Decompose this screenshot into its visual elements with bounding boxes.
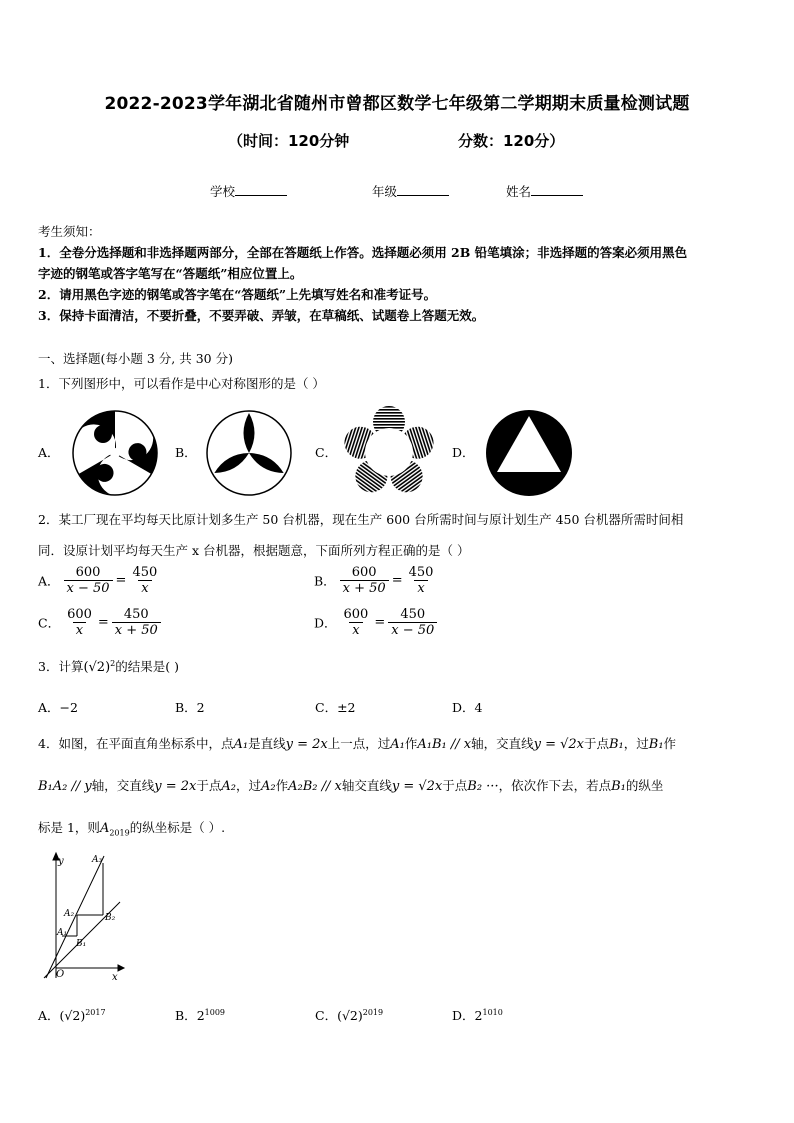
q2-a-left-frac (64, 565, 113, 596)
q4-b-label: B． (175, 1008, 197, 1023)
q3-stem-post: 的结果是( ) (115, 659, 179, 674)
q3-stem (38, 657, 179, 675)
q4-l2c: y = 2x (154, 779, 197, 794)
q4-l1o: 作 (663, 736, 677, 751)
q1-option-b-label: B． (175, 445, 197, 460)
note-2: 2．请用黑色字迹的钢笔或答字笔在“答题纸”上先填写姓名和准考证号。 (38, 287, 437, 302)
notes-block (38, 221, 768, 326)
q2-a-rn: 450 (132, 565, 158, 580)
q4-figure (38, 850, 128, 980)
name-label: 姓名 (506, 184, 532, 199)
q1-figure-c (342, 406, 436, 498)
q4-l2a: B₁A₂ // y (38, 779, 92, 794)
q4-l1h: A₁B₁ // x (417, 737, 472, 752)
q4-l1l: B₁ (609, 737, 624, 752)
q4-l2k: y = √2x (391, 779, 443, 794)
q1-option-d-label: D． (452, 445, 475, 460)
fig-a3-label: A₃ (92, 855, 103, 865)
section-heading: 一、选择题(每小题 3 分, 共 30 分) (38, 351, 233, 366)
q1-figure-d (484, 408, 574, 498)
q2-option-b (314, 565, 436, 596)
q1-option-c-label: C． (315, 445, 338, 460)
q4-l1d: y = 2x (285, 737, 328, 752)
q2-option-a-label: A． (38, 573, 60, 589)
name-blank (531, 183, 583, 196)
q4-l2n: ，依次作下去，若点 (498, 778, 612, 793)
fig-b2-label: B₂ (105, 913, 116, 923)
fig-a2-label: A₂ (64, 909, 75, 919)
q4-l2g: A₂ (261, 779, 276, 794)
fig-origin-label: O (56, 969, 65, 980)
note-3: 3．保持卡面清洁，不要折叠，不要弄破、弄皱，在草稿纸、试题卷上答题无效。 (38, 308, 485, 323)
q4-l2l: 于点 (442, 778, 468, 793)
exam-score: 分数：120分） (458, 132, 565, 150)
q2-d-right-frac (388, 607, 437, 638)
fig-y-label: y (58, 856, 64, 867)
q4-c-label: C． (315, 1008, 338, 1023)
q2-b-rn: 450 (408, 565, 434, 580)
grade-field (372, 182, 449, 200)
q4-l1m: ，过 (623, 736, 649, 751)
page-title: 2022-2023学年湖北省随州市曾都区数学七年级第二学期期末质量检测试题 (104, 94, 690, 114)
q2-option-d (314, 607, 437, 638)
q4-d-exp: 1010 (482, 1007, 503, 1017)
q2-stem-line2: 同．设原计划平均每天生产 x 台机器，根据题意，下面所列方程正确的是（ ） (38, 543, 470, 558)
q4-l1e: 上一点，过 (327, 736, 391, 751)
q2-b-left-frac (340, 565, 389, 596)
fig-x-label: x (112, 972, 118, 980)
notes-heading: 考生须知： (38, 224, 101, 239)
q4-l2j: 轴交直线 (341, 778, 392, 793)
q2-option-d-label: D． (314, 615, 337, 631)
q2-a-rd: x (138, 580, 151, 596)
q2-c-rn: 450 (123, 607, 149, 622)
q2-b-eq: = (391, 573, 403, 588)
q1-option-a-label: A． (38, 445, 60, 460)
q4-l2h: 作 (275, 778, 289, 793)
q4-line1 (38, 734, 768, 752)
fig-b1-label: B₁ (76, 939, 87, 949)
q4-l1c: 是直线 (248, 736, 286, 751)
q2-a-ln: 600 (75, 565, 101, 580)
q4-l1j: y = √2x (533, 737, 584, 752)
note-1-line1: 1．全卷分选择题和非选择题两部分，全部在答题纸上作答。选择题必须用 2B 铅笔填涂；非选择题的答案必须用黑色 (38, 245, 688, 260)
q2-a-eq: = (115, 573, 127, 588)
q3-exp: 2 (110, 658, 116, 668)
q3-option-d: D．4 (452, 700, 483, 715)
q4-a-base: (√2) (59, 1008, 86, 1023)
q3-expr: (√2) (83, 660, 111, 675)
name-field (506, 182, 583, 200)
q4-l2p: 的纵坐 (625, 778, 664, 793)
q4-l1b: A₁ (233, 737, 249, 752)
q4-l3c: 2019 (109, 828, 130, 838)
q4-line2 (38, 776, 768, 794)
line-y-2x (46, 856, 104, 978)
grade-blank (397, 183, 449, 196)
q2-option-b-label: B． (314, 573, 336, 589)
q4-l2o: B₁ (611, 779, 626, 794)
q2-d-left-frac (341, 607, 372, 638)
q4-a-exp: 2017 (85, 1007, 106, 1017)
q4-l2b: 轴，交直线 (91, 778, 155, 793)
q4-a-label: A． (38, 1008, 60, 1023)
q2-option-a (38, 565, 160, 596)
q2-c-ld: x (73, 622, 86, 638)
q4-c-base: (√2) (337, 1008, 363, 1023)
q2-c-rd: x + 50 (112, 622, 161, 638)
q1-stem: 1．下列图形中，可以看作是中心对称图形的是（ ） (38, 376, 325, 391)
grade-label: 年级 (372, 184, 398, 199)
q2-option-c-label: C． (38, 615, 61, 631)
q4-option-b (175, 1006, 225, 1024)
q1-figure-a (70, 408, 160, 498)
q3-option-c: C．±2 (315, 700, 356, 715)
q4-line3 (38, 818, 225, 838)
q4-c-exp: 2019 (362, 1007, 384, 1017)
q4-l3d: 的纵坐标是（ ）. (129, 820, 226, 835)
q2-b-ln: 600 (351, 565, 377, 580)
school-label: 学校 (210, 184, 236, 199)
q4-option-d (452, 1006, 503, 1024)
q2-a-ld: x − 50 (64, 580, 113, 596)
q4-option-c (315, 1006, 383, 1024)
q4-l2d: 于点 (196, 778, 222, 793)
q4-d-label: D． (452, 1008, 475, 1023)
q2-a-right-frac (129, 565, 160, 596)
q4-l3b: A (99, 821, 110, 836)
q4-l1f: A₁ (390, 737, 405, 752)
q4-l1g: 作 (404, 736, 418, 751)
q4-l2f: ，过 (235, 778, 261, 793)
q2-d-ln: 600 (343, 607, 369, 622)
q4-option-a (38, 1006, 106, 1024)
q2-option-c (38, 607, 161, 638)
q2-stem-line1: 2．某工厂现在平均每天比原计划多生产 50 台机器，现在生产 600 台所需时间与原计划生产 450 台机器所需时间相 (38, 512, 684, 527)
q4-l1n: B₁ (648, 737, 664, 752)
q4-l1i: 轴，交直线 (471, 736, 534, 751)
school-blank (235, 183, 287, 196)
q4-l2e: A₂ (221, 779, 236, 794)
q1-figure-b (204, 408, 294, 498)
q4-d-base: 2 (474, 1008, 483, 1023)
q4-b-base: 2 (196, 1008, 205, 1023)
q4-l1k: 于点 (583, 736, 609, 751)
q4-b-exp: 1009 (204, 1007, 225, 1017)
q2-c-right-frac (112, 607, 161, 638)
q4-l2m: B₂ ··· (467, 779, 499, 794)
q3-option-b: B．2 (175, 700, 205, 715)
q2-b-rd: x (414, 580, 427, 596)
q2-d-eq: = (374, 615, 386, 630)
q2-d-ld: x (349, 622, 362, 638)
school-field (210, 182, 287, 200)
exam-time: （时间：120分钟 (228, 132, 350, 150)
q4-l3a: 标是 1，则 (38, 820, 100, 835)
q2-d-rd: x − 50 (388, 622, 437, 638)
q2-b-right-frac (406, 565, 437, 596)
q4-l2i: A₂B₂ // x (288, 779, 342, 794)
q2-b-ld: x + 50 (340, 580, 389, 596)
q4-l1a: 4．如图，在平面直角坐标系中，点 (38, 736, 234, 751)
q2-c-eq: = (97, 615, 109, 630)
q3-option-a: A．−2 (38, 700, 78, 715)
q2-d-rn: 450 (400, 607, 426, 622)
note-1-line2: 字迹的钢笔或答字笔写在“答题纸”相应位置上。 (38, 266, 303, 281)
q3-stem-pre: 3．计算 (38, 659, 84, 674)
fig-a1-label: A₁ (57, 928, 68, 938)
q2-c-left-frac (64, 607, 95, 638)
q2-c-ln: 600 (67, 607, 92, 622)
x-arrow-icon (118, 965, 124, 971)
